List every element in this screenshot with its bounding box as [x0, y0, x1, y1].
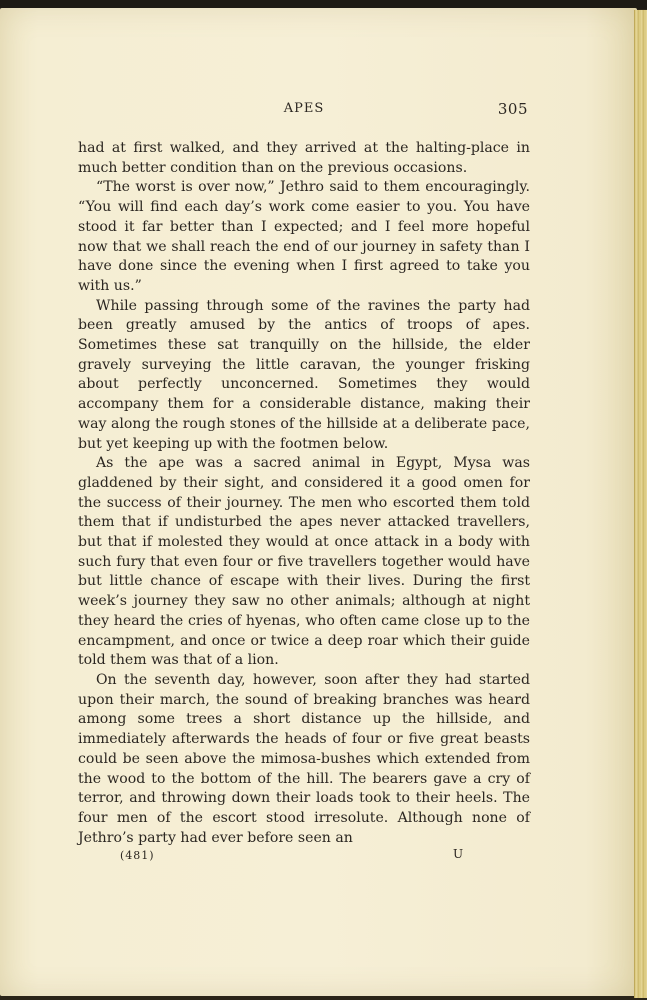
- book-page: [0, 8, 637, 996]
- page-number: 305: [497, 100, 528, 118]
- paragraph-4: As the ape was a sacred animal in Egypt, Mysa was gladdened by their sight, and considered it a good omen for the success of their journey. The men who escorted them told them that if undisturbed the apes never attacked travellers, but that if molested they would at once attack in a body with such fury that even four or five travellers together would have but little chance of escape with their lives. During the first week’s journey they saw no other animals; although at night they heard the cries of hyenas, who often came close up to the encampment, and once or twice a deep roar which their guide told them was that of a lion.: [78, 455, 530, 669]
- running-head: [78, 101, 530, 125]
- paragraph-2: “The worst is over now,” Jethro said to them encouragingly. “You will find each day’s work come easier to you. You have stood it far better than I expected; and I feel more hopeful now that we shall reach the end of our journey in safety than I have done since the evening when I first agreed to take you with us.”: [78, 179, 530, 294]
- paragraph-3: While passing through some of the ravines the party had been greatly amused by the antics of troops of apes. Sometimes these sat tranquilly on the hillside, the elder gravely surveying the little caravan, the younger frisking about perfectly unconcerned. Sometimes they would accompany them for a considerable distance, making their way along the rough stones of the hillside at a deliberate pace, but yet keeping up with the footmen below.: [78, 297, 530, 452]
- signature-letter: U: [453, 847, 464, 862]
- signature-number: (481): [120, 849, 155, 863]
- paragraph-1: had at first walked, and they arrived at the halting-place in much better condition than on the previous occasions.: [78, 140, 530, 176]
- paragraph-5: On the seventh day, however, soon after they had started upon their march, the sound of breaking branches was heard among some trees a short distance up the hillside, and immediately afterwards the heads of four or five great beasts could be seen above the mimosa-bushes which extended from the wood to the bottom of the hill. The bearers gave a cry of terror, and throwing down their loads took to their heels. The four men of the escort stood irresolute. Although none of Jethro’s party had ever before seen an: [78, 671, 530, 846]
- page-footer: [78, 849, 530, 869]
- page-edge-gilt: [634, 10, 647, 998]
- running-title: APES: [283, 101, 325, 116]
- page-content: [78, 101, 530, 869]
- body-text: [78, 139, 530, 848]
